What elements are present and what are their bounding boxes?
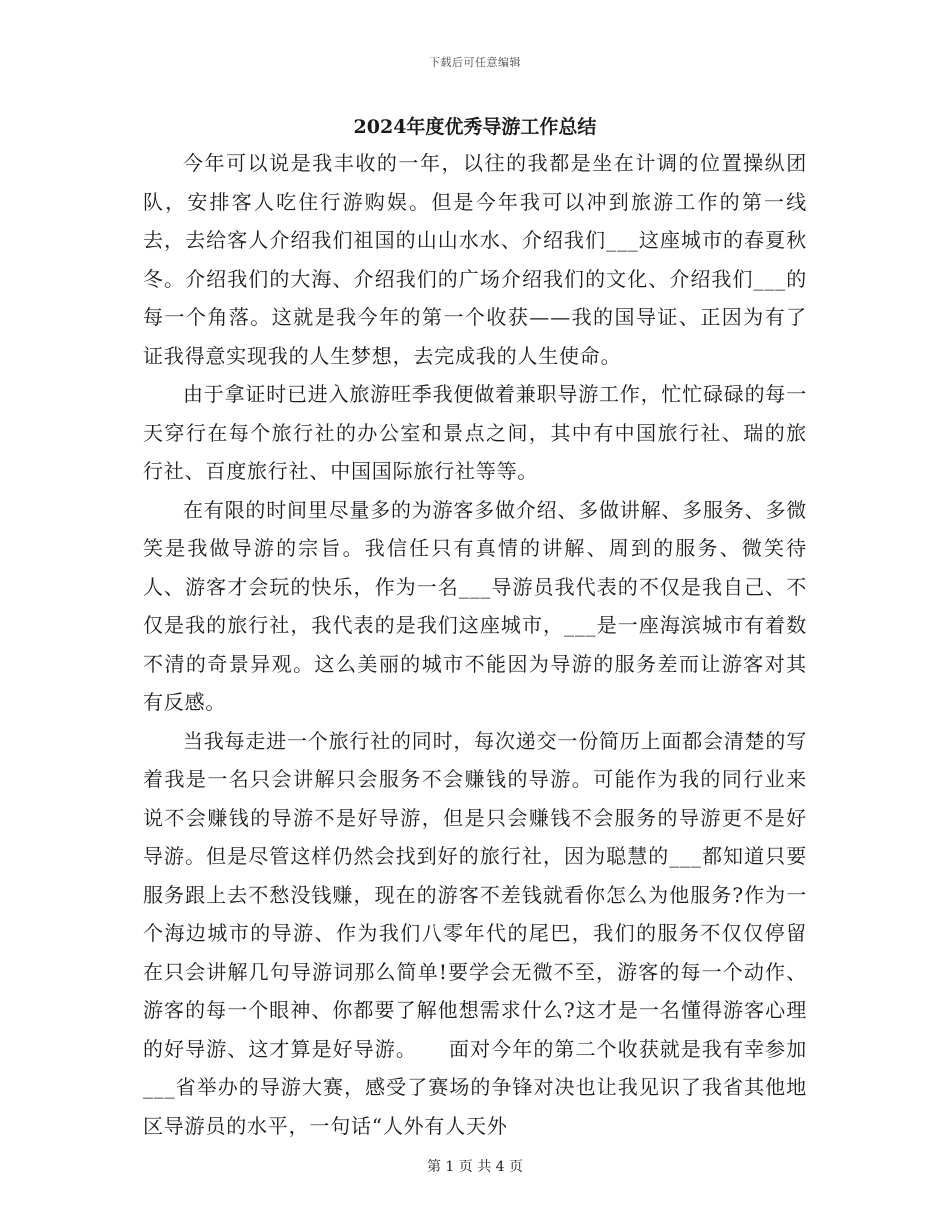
document-body (143, 144, 807, 1145)
header-note: 下载后可任意编辑 (429, 56, 521, 69)
paragraph-4: 当我每走进一个旅行社的同时，每次递交一份简历上面都会清楚的写着我是一名只会讲解只会服务不会赚钱的导游。可能作为我的同行业来说不会赚钱的导游不是好导游，但是只会赚钱不会服务的导游更不是好导游。但是尽管这样仍然会找到好的旅行社，因为聪慧的___都知道只要服务跟上去不愁没钱赚，现在的游客不差钱就看你怎么为他服务?作为一个海边城市的导游、作为我们八零年代的尾巴，我们的服务不仅仅停留在只会讲解几句导游词那么简单!要学会无微不至，游客的每一个动作、游客的每一个眼神、你都要了解他想需求什么?这才是一名懂得游客心理的好导游、这才算是好导游。 面对今年的第二个收获就是我有幸参加___省举办的导游大赛，感受了赛场的争锋对决也让我见识了我省其他地区导游员的水平，一句话“人外有人天外 (143, 728, 807, 1138)
document-title: 2024年度优秀导游工作总结 (353, 116, 597, 138)
paragraph-2: 由于拿证时已进入旅游旺季我便做着兼职导游工作，忙忙碌碌的每一天穿行在每个旅行社的办公室和景点之间，其中有中国旅行社、瑞的旅行社、百度旅行社、中国国际旅行社等等。 (143, 382, 807, 483)
page-footer: 第 1 页 共 4 页 (426, 1159, 524, 1175)
paragraph-3: 在有限的时间里尽量多的为游客多做介绍、多做讲解、多服务、多微笑是我做导游的宗旨。我信任只有真情的讲解、周到的服务、微笑待人、游客才会玩的快乐，作为一名___导游员我代表的不仅是我自己、不仅是我的旅行社，我代表的是我们这座城市，___是一座海滨城市有着数不清的奇景异观。这么美丽的城市不能因为导游的服务差而让游客对其有反感。 (143, 497, 807, 714)
paragraph-1: 今年可以说是我丰收的一年，以往的我都是坐在计调的位置操纵团队，安排客人吃住行游购娱。但是今年我可以冲到旅游工作的第一线去，去给客人介绍我们祖国的山山水水、介绍我们___这座城市的春夏秋冬。介绍我们的大海、介绍我们的广场介绍我们的文化、介绍我们___的每一个角落。这就是我今年的第一个收获——我的国导证、正因为有了证我得意实现我的人生梦想，去完成我的人生使命。 (143, 151, 807, 368)
